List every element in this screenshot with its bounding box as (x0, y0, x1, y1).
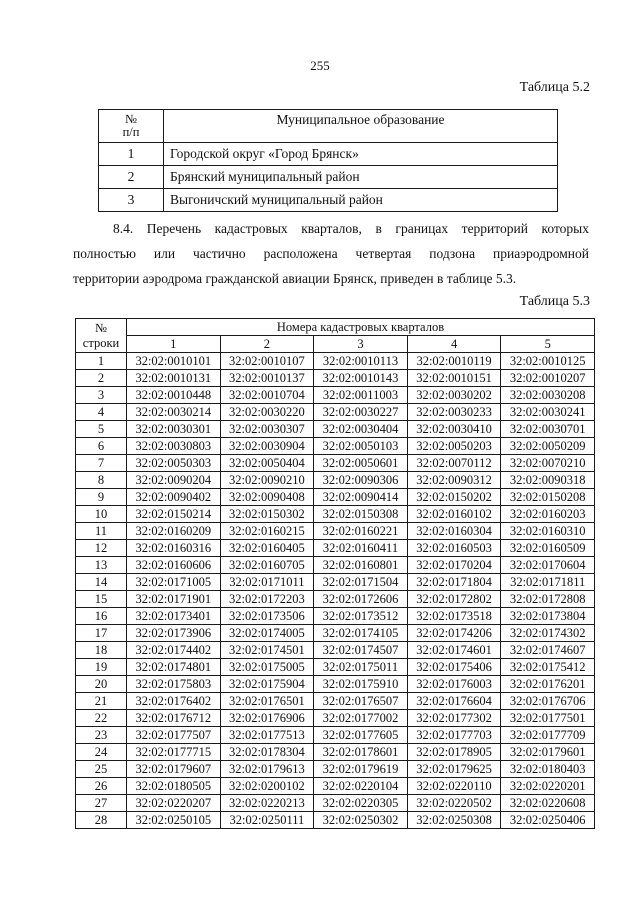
cadastral-quarter-cell: 32:02:0010113 (314, 353, 408, 370)
row-number: 22 (76, 710, 127, 727)
cadastral-quarter-cell: 32:02:0090204 (127, 472, 221, 489)
cadastral-quarter-cell: 32:02:0050303 (127, 455, 221, 472)
table-row (76, 795, 595, 812)
cadastral-quarter-cell: 32:02:0030307 (220, 421, 314, 438)
cadastral-quarter-cell: 32:02:0174501 (220, 642, 314, 659)
table-5-2-caption: Таблица 5.2 (519, 80, 590, 95)
table-row (76, 455, 595, 472)
cadastral-quarter-cell: 32:02:0010143 (314, 370, 408, 387)
cadastral-quarter-cell: 32:02:0177501 (501, 710, 595, 727)
cadastral-quarter-cell: 32:02:0175803 (127, 676, 221, 693)
cadastral-quarter-cell: 32:02:0175005 (220, 659, 314, 676)
cadastral-quarter-cell: 32:02:0220201 (501, 778, 595, 795)
row-number: 2 (76, 370, 127, 387)
table-row (76, 404, 595, 421)
header-row-number-line1: № (95, 320, 107, 335)
cadastral-quarter-cell: 32:02:0174801 (127, 659, 221, 676)
cadastral-quarter-cell: 32:02:0030410 (407, 421, 501, 438)
row-name: Брянский муниципальный район (164, 166, 558, 189)
header-column-4: 4 (407, 336, 501, 353)
cadastral-quarter-cell: 32:02:0172606 (314, 591, 408, 608)
cadastral-quarter-cell: 32:02:0176201 (501, 676, 595, 693)
cadastral-quarter-cell: 32:02:0173906 (127, 625, 221, 642)
cadastral-quarter-cell: 32:02:0010131 (127, 370, 221, 387)
cadastral-quarter-cell: 32:02:0160310 (501, 523, 595, 540)
row-number: 20 (76, 676, 127, 693)
table-row (76, 540, 595, 557)
row-number: 14 (76, 574, 127, 591)
row-number: 15 (76, 591, 127, 608)
row-number: 23 (76, 727, 127, 744)
cadastral-quarter-cell: 32:02:0177513 (220, 727, 314, 744)
cadastral-quarter-cell: 32:02:0173401 (127, 608, 221, 625)
cadastral-quarter-cell: 32:02:0220104 (314, 778, 408, 795)
table-row (76, 642, 595, 659)
cadastral-quarter-cell: 32:02:0177302 (407, 710, 501, 727)
cadastral-quarter-cell: 32:02:0175406 (407, 659, 501, 676)
cadastral-quarter-cell: 32:02:0176507 (314, 693, 408, 710)
cadastral-quarter-cell: 32:02:0010107 (220, 353, 314, 370)
cadastral-quarter-cell: 32:02:0150302 (220, 506, 314, 523)
cadastral-quarter-cell: 32:02:0010101 (127, 353, 221, 370)
table-row (76, 744, 595, 761)
cadastral-quarter-cell: 32:02:0174607 (501, 642, 595, 659)
cadastral-quarter-cell: 32:02:0070112 (407, 455, 501, 472)
cadastral-quarter-cell: 32:02:0160411 (314, 540, 408, 557)
cadastral-quarter-cell: 32:02:0150308 (314, 506, 408, 523)
header-cadastral-group: Номера кадастровых кварталов (127, 319, 595, 336)
row-name: Городской округ «Город Брянск» (164, 143, 558, 166)
cadastral-quarter-cell: 32:02:0180403 (501, 761, 595, 778)
table-row (76, 472, 595, 489)
cadastral-quarter-cell: 32:02:0171504 (314, 574, 408, 591)
table-row (76, 353, 595, 370)
table-row (76, 625, 595, 642)
cadastral-quarter-cell: 32:02:0171804 (407, 574, 501, 591)
row-number: 3 (99, 189, 164, 212)
table-row (99, 166, 558, 189)
cadastral-quarter-cell: 32:02:0011003 (314, 387, 408, 404)
cadastral-quarter-cell: 32:02:0090312 (407, 472, 501, 489)
cadastral-quarter-cell: 32:02:0175011 (314, 659, 408, 676)
table-row (76, 489, 595, 506)
table-row (76, 693, 595, 710)
paragraph-8-4 (73, 216, 589, 291)
cadastral-quarter-cell: 32:02:0030301 (127, 421, 221, 438)
table-subheader-row (76, 336, 595, 353)
table-row (76, 387, 595, 404)
cadastral-quarter-cell: 32:02:0030202 (407, 387, 501, 404)
cadastral-table-body (76, 353, 595, 829)
cadastral-quarter-cell: 32:02:0010207 (501, 370, 595, 387)
cadastral-quarter-cell: 32:02:0174005 (220, 625, 314, 642)
cadastral-quarter-cell: 32:02:0150202 (407, 489, 501, 506)
cadastral-quarter-cell: 32:02:0170204 (407, 557, 501, 574)
cadastral-quarter-cell: 32:02:0160203 (501, 506, 595, 523)
paragraph-line-2: полностью или частично расположена четвертая подзона приаэродромной (73, 246, 589, 261)
cadastral-quarter-cell: 32:02:0070210 (501, 455, 595, 472)
cadastral-quarter-cell: 32:02:0176501 (220, 693, 314, 710)
cadastral-quarter-cell: 32:02:0174302 (501, 625, 595, 642)
table-row (76, 421, 595, 438)
cadastral-quarter-cell: 32:02:0171901 (127, 591, 221, 608)
cadastral-quarter-cell: 32:02:0220110 (407, 778, 501, 795)
cadastral-quarter-cell: 32:02:0176712 (127, 710, 221, 727)
cadastral-quarter-cell: 32:02:0090318 (501, 472, 595, 489)
cadastral-quarter-cell: 32:02:0173512 (314, 608, 408, 625)
table-row (99, 189, 558, 212)
cadastral-quarter-cell: 32:02:0179613 (220, 761, 314, 778)
cadastral-quarter-cell: 32:02:0174105 (314, 625, 408, 642)
row-number: 27 (76, 795, 127, 812)
cadastral-quarter-cell: 32:02:0180505 (127, 778, 221, 795)
cadastral-quarter-cell: 32:02:0176003 (407, 676, 501, 693)
cadastral-quarter-cell: 32:02:0160503 (407, 540, 501, 557)
cadastral-quarter-cell: 32:02:0178601 (314, 744, 408, 761)
table-row (76, 557, 595, 574)
paragraph-line-1: 8.4. Перечень кадастровых кварталов, в границах территорий которых (113, 221, 589, 236)
cadastral-quarter-cell: 32:02:0090402 (127, 489, 221, 506)
cadastral-quarter-cell: 32:02:0090210 (220, 472, 314, 489)
table-row (76, 659, 595, 676)
cadastral-quarter-cell: 32:02:0050209 (501, 438, 595, 455)
table-row (76, 591, 595, 608)
cadastral-quarter-cell: 32:02:0160509 (501, 540, 595, 557)
cadastral-quarter-cell: 32:02:0160215 (220, 523, 314, 540)
row-number: 1 (99, 143, 164, 166)
header-number-label: № п/п (122, 112, 140, 139)
cadastral-quarter-cell: 32:02:0090306 (314, 472, 408, 489)
cadastral-quarter-cell: 32:02:0177715 (127, 744, 221, 761)
cadastral-quarter-cell: 32:02:0030701 (501, 421, 595, 438)
cadastral-quarter-cell: 32:02:0171011 (220, 574, 314, 591)
cadastral-quarter-cell: 32:02:0172203 (220, 591, 314, 608)
row-number: 3 (76, 387, 127, 404)
cadastral-quarter-cell: 32:02:0090408 (220, 489, 314, 506)
cadastral-quarter-cell: 32:02:0150214 (127, 506, 221, 523)
row-number: 6 (76, 438, 127, 455)
table-row (76, 370, 595, 387)
row-number: 16 (76, 608, 127, 625)
row-number: 10 (76, 506, 127, 523)
cadastral-quarter-cell: 32:02:0179619 (314, 761, 408, 778)
cadastral-quarter-cell: 32:02:0160209 (127, 523, 221, 540)
cadastral-quarter-cell: 32:02:0160304 (407, 523, 501, 540)
row-number: 2 (99, 166, 164, 189)
cadastral-quarter-cell: 32:02:0177605 (314, 727, 408, 744)
cadastral-quarter-cell: 32:02:0030220 (220, 404, 314, 421)
cadastral-quarter-cell: 32:02:0174206 (407, 625, 501, 642)
cadastral-quarter-cell: 32:02:0050601 (314, 455, 408, 472)
header-number (99, 110, 164, 143)
table-row (76, 812, 595, 829)
cadastral-quarter-cell: 32:02:0177507 (127, 727, 221, 744)
cadastral-quarter-cell: 32:02:0220502 (407, 795, 501, 812)
cadastral-quarter-cell: 32:02:0030803 (127, 438, 221, 455)
table-row (76, 676, 595, 693)
table-row (76, 778, 595, 795)
cadastral-quarter-cell: 32:02:0030233 (407, 404, 501, 421)
header-row-number-line2: строки (82, 335, 120, 350)
cadastral-quarters-table (75, 318, 595, 829)
cadastral-quarter-cell: 32:02:0176402 (127, 693, 221, 710)
cadastral-quarter-cell: 32:02:0050404 (220, 455, 314, 472)
row-number: 19 (76, 659, 127, 676)
row-number: 28 (76, 812, 127, 829)
cadastral-quarter-cell: 32:02:0179601 (501, 744, 595, 761)
row-number: 21 (76, 693, 127, 710)
table-row (76, 608, 595, 625)
table-row (76, 727, 595, 744)
cadastral-quarter-cell: 32:02:0250105 (127, 812, 221, 829)
cadastral-quarter-cell: 32:02:0176604 (407, 693, 501, 710)
cadastral-quarter-cell: 32:02:0177002 (314, 710, 408, 727)
table-row (76, 438, 595, 455)
cadastral-quarter-cell: 32:02:0250406 (501, 812, 595, 829)
cadastral-quarter-cell: 32:02:0050203 (407, 438, 501, 455)
table-row (76, 761, 595, 778)
cadastral-quarter-cell: 32:02:0010125 (501, 353, 595, 370)
cadastral-quarter-cell: 32:02:0175904 (220, 676, 314, 693)
table-row (99, 143, 558, 166)
cadastral-quarter-cell: 32:02:0030208 (501, 387, 595, 404)
header-column-1: 1 (127, 336, 221, 353)
cadastral-quarter-cell: 32:02:0010137 (220, 370, 314, 387)
table-header-row (99, 110, 558, 143)
header-column-2: 2 (220, 336, 314, 353)
row-number: 1 (76, 353, 127, 370)
cadastral-quarter-cell: 32:02:0150208 (501, 489, 595, 506)
row-number: 8 (76, 472, 127, 489)
row-number: 12 (76, 540, 127, 557)
cadastral-quarter-cell: 32:02:0160316 (127, 540, 221, 557)
cadastral-quarter-cell: 32:02:0050103 (314, 438, 408, 455)
municipal-formations-table (98, 109, 558, 212)
row-number: 13 (76, 557, 127, 574)
cadastral-quarter-cell: 32:02:0250308 (407, 812, 501, 829)
table-header-row (76, 319, 595, 336)
cadastral-quarter-cell: 32:02:0250302 (314, 812, 408, 829)
cadastral-quarter-cell: 32:02:0030404 (314, 421, 408, 438)
cadastral-quarter-cell: 32:02:0250111 (220, 812, 314, 829)
table-row (76, 506, 595, 523)
cadastral-quarter-cell: 32:02:0220213 (220, 795, 314, 812)
header-column-5: 5 (501, 336, 595, 353)
row-number: 9 (76, 489, 127, 506)
cadastral-quarter-cell: 32:02:0172808 (501, 591, 595, 608)
cadastral-quarter-cell: 32:02:0030904 (220, 438, 314, 455)
cadastral-quarter-cell: 32:02:0170604 (501, 557, 595, 574)
cadastral-quarter-cell: 32:02:0160102 (407, 506, 501, 523)
cadastral-quarter-cell: 32:02:0173804 (501, 608, 595, 625)
cadastral-quarter-cell: 32:02:0010119 (407, 353, 501, 370)
page-number: 255 (310, 58, 330, 73)
row-number: 17 (76, 625, 127, 642)
cadastral-quarter-cell: 32:02:0030241 (501, 404, 595, 421)
cadastral-quarter-cell: 32:02:0179625 (407, 761, 501, 778)
table-5-3-caption: Таблица 5.3 (519, 294, 590, 309)
cadastral-quarter-cell: 32:02:0010151 (407, 370, 501, 387)
row-number: 7 (76, 455, 127, 472)
cadastral-quarter-cell: 32:02:0220305 (314, 795, 408, 812)
cadastral-quarter-cell: 32:02:0177703 (407, 727, 501, 744)
cadastral-quarter-cell: 32:02:0200102 (220, 778, 314, 795)
cadastral-quarter-cell: 32:02:0160606 (127, 557, 221, 574)
cadastral-quarter-cell: 32:02:0010704 (220, 387, 314, 404)
cadastral-quarter-cell: 32:02:0174601 (407, 642, 501, 659)
row-number: 11 (76, 523, 127, 540)
cadastral-quarter-cell: 32:02:0173518 (407, 608, 501, 625)
cadastral-quarter-cell: 32:02:0030227 (314, 404, 408, 421)
cadastral-quarter-cell: 32:02:0178304 (220, 744, 314, 761)
cadastral-quarter-cell: 32:02:0172802 (407, 591, 501, 608)
cadastral-quarter-cell: 32:02:0090414 (314, 489, 408, 506)
cadastral-quarter-cell: 32:02:0174507 (314, 642, 408, 659)
cadastral-quarter-cell: 32:02:0171811 (501, 574, 595, 591)
header-municipal-formation: Муниципальное образование (164, 110, 558, 143)
paragraph-line-3: территории аэродрома гражданской авиации Брянск, приведен в таблице 5.3. (73, 271, 517, 286)
cadastral-quarter-cell: 32:02:0160405 (220, 540, 314, 557)
cadastral-quarter-cell: 32:02:0176706 (501, 693, 595, 710)
cadastral-quarter-cell: 32:02:0171005 (127, 574, 221, 591)
table-row (76, 710, 595, 727)
cadastral-quarter-cell: 32:02:0175412 (501, 659, 595, 676)
row-number: 25 (76, 761, 127, 778)
row-number: 18 (76, 642, 127, 659)
cadastral-quarter-cell: 32:02:0220608 (501, 795, 595, 812)
cadastral-quarter-cell: 32:02:0174402 (127, 642, 221, 659)
row-name: Выгоничский муниципальный район (164, 189, 558, 212)
header-column-3: 3 (314, 336, 408, 353)
cadastral-quarter-cell: 32:02:0220207 (127, 795, 221, 812)
row-number: 5 (76, 421, 127, 438)
row-number: 4 (76, 404, 127, 421)
header-row-number (76, 319, 127, 353)
table-row (76, 523, 595, 540)
cadastral-quarter-cell: 32:02:0010448 (127, 387, 221, 404)
cadastral-quarter-cell: 32:02:0160705 (220, 557, 314, 574)
cadastral-quarter-cell: 32:02:0160221 (314, 523, 408, 540)
cadastral-quarter-cell: 32:02:0176906 (220, 710, 314, 727)
cadastral-quarter-cell: 32:02:0179607 (127, 761, 221, 778)
cadastral-quarter-cell: 32:02:0175910 (314, 676, 408, 693)
table-row (76, 574, 595, 591)
cadastral-quarter-cell: 32:02:0173506 (220, 608, 314, 625)
row-number: 26 (76, 778, 127, 795)
cadastral-quarter-cell: 32:02:0178905 (407, 744, 501, 761)
row-number: 24 (76, 744, 127, 761)
cadastral-quarter-cell: 32:02:0177709 (501, 727, 595, 744)
cadastral-quarter-cell: 32:02:0160801 (314, 557, 408, 574)
cadastral-quarter-cell: 32:02:0030214 (127, 404, 221, 421)
